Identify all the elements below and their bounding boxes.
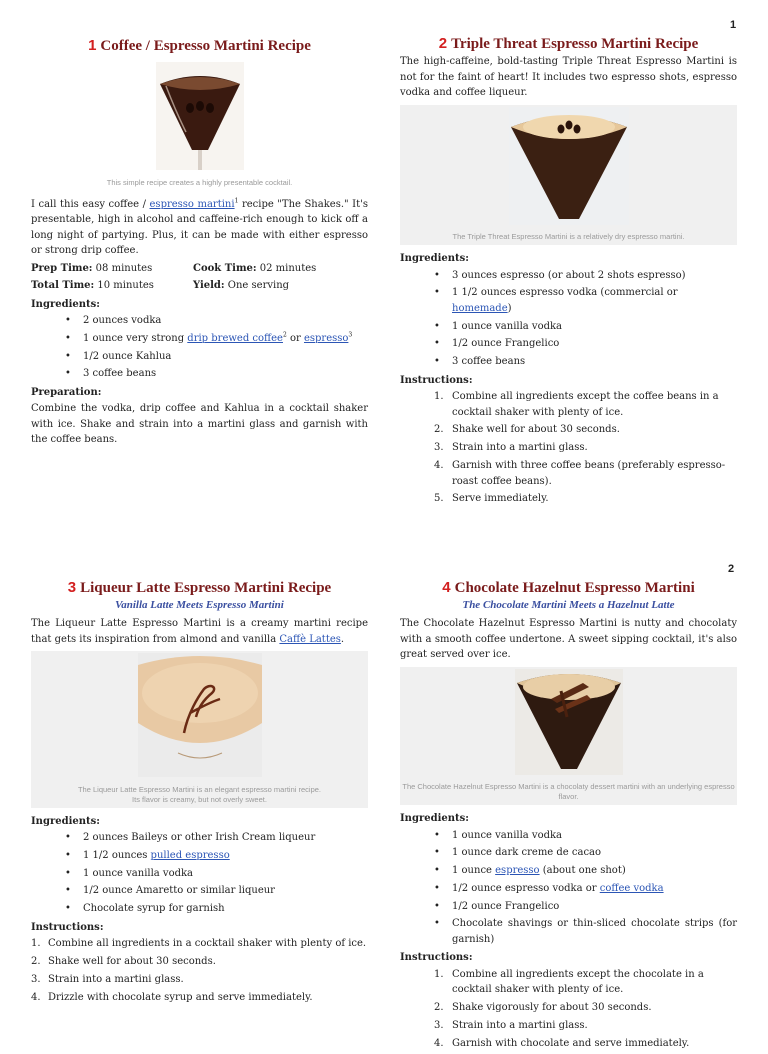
ingredients-heading: Ingredients: bbox=[31, 298, 100, 310]
instruction-step: 3. Strain into a martini glass. bbox=[31, 973, 184, 985]
step-text: Shake well for about 30 seconds. bbox=[452, 424, 620, 436]
ingredient-item: • 2 ounces Baileys or other Irish Cream liqueur bbox=[83, 830, 368, 846]
step-text: Combine all ingredients except the chocolate in a cocktail shaker with plenty of ice. bbox=[452, 968, 704, 996]
recipe-intro bbox=[31, 197, 368, 259]
recipe-title-text: Triple Threat Espresso Martini Recipe bbox=[451, 36, 699, 52]
ingredient-item bbox=[452, 285, 737, 316]
ingredient-item: • 1/2 ounce Frangelico bbox=[452, 899, 737, 915]
step-text: Shake vigorously for about 30 seconds. bbox=[452, 1002, 652, 1014]
espresso-link[interactable]: espresso bbox=[495, 865, 540, 877]
recipe-number: 4 bbox=[442, 579, 451, 596]
step-text: Garnish with chocolate and serve immediately. bbox=[452, 1037, 690, 1049]
ingredient-item: • 1 ounce vanilla vodka bbox=[83, 866, 368, 882]
ingredient-text: (about one shot) bbox=[539, 865, 626, 877]
cook-time-value: 02 minutes bbox=[256, 262, 317, 274]
recipe-number: 1 bbox=[88, 37, 97, 54]
instruction-step: 2. Shake vigorously for about 30 seconds. bbox=[434, 1002, 652, 1014]
chocolate-martini-photo bbox=[515, 669, 623, 775]
ingredient-item: • 1/2 ounce Kahlua bbox=[83, 349, 368, 365]
ingredients-list bbox=[400, 268, 737, 370]
ingredient-item: • Chocolate shavings or thin-sliced chocolate strips (for garnish) bbox=[452, 916, 737, 947]
cook-time-label: Cook Time: bbox=[193, 262, 257, 274]
instruction-step: 3. Strain into a martini glass. bbox=[434, 1020, 588, 1032]
ingredient-item bbox=[83, 848, 368, 864]
photo-caption: The Triple Threat Espresso Martini is a relatively dry espresso martini. bbox=[452, 232, 685, 241]
photo-caption: This simple recipe creates a highly presentable cocktail. bbox=[106, 177, 293, 187]
espresso-martini-photo bbox=[156, 62, 244, 170]
instruction-step: 3. Strain into a martini glass. bbox=[434, 442, 588, 454]
instruction-step: 4. Drizzle with chocolate syrup and serve immediately. bbox=[31, 991, 313, 1003]
instructions-list bbox=[31, 936, 368, 1005]
ingredient-text: 1 1/2 ounces bbox=[83, 849, 151, 861]
intro-text: The Liqueur Latte Espresso Martini is a creamy martini recipe that gets its inspiration from almond and vanilla bbox=[31, 618, 368, 645]
prep-time-value: 08 minutes bbox=[92, 262, 153, 274]
ingredients-heading: Ingredients: bbox=[400, 253, 469, 264]
ingredient-item: • 1 ounce dark creme de cacao bbox=[452, 845, 737, 861]
photo-caption: Its flavor is creamy, but not overly sweet. bbox=[132, 794, 267, 804]
latte-martini-photo bbox=[138, 653, 262, 777]
ingredient-text: 1 1/2 ounces espresso vodka (commercial or bbox=[452, 287, 678, 299]
recipe-photo-figure bbox=[400, 667, 737, 806]
instructions-heading: Instructions: bbox=[400, 374, 473, 386]
yield-value: One serving bbox=[224, 280, 290, 291]
step-text: Shake well for about 30 seconds. bbox=[48, 955, 216, 967]
espresso-martini-link[interactable]: espresso martini bbox=[149, 198, 235, 210]
espresso-martini-photo bbox=[509, 107, 629, 225]
homemade-link[interactable]: homemade bbox=[452, 302, 508, 314]
ingredient-item bbox=[452, 863, 737, 879]
instructions-heading: Instructions: bbox=[400, 952, 473, 964]
drip-coffee-link[interactable]: drip brewed coffee bbox=[187, 332, 283, 344]
ingredient-item bbox=[452, 881, 737, 897]
instruction-step: 4. Garnish with three coffee beans (preferably espresso-roast coffee beans). bbox=[434, 460, 726, 487]
ingredients-list bbox=[31, 313, 368, 382]
recipe-times bbox=[31, 261, 368, 277]
coffee-vodka-link[interactable]: coffee vodka bbox=[599, 882, 664, 894]
step-text: Combine all ingredients except the coffee beans in a cocktail shaker with plenty of ice. bbox=[452, 391, 719, 418]
step-text: Combine all ingredients in a cocktail shaker with plenty of ice. bbox=[48, 938, 367, 950]
ingredient-item: • 3 ounces espresso (or about 2 shots espresso) bbox=[452, 268, 737, 284]
step-text: Drizzle with chocolate syrup and serve immediately. bbox=[48, 991, 313, 1003]
recipe-4 bbox=[400, 578, 737, 1054]
recipe-photo-figure bbox=[31, 651, 368, 808]
step-text: Garnish with three coffee beans (preferably espresso-roast coffee beans). bbox=[452, 460, 726, 487]
recipe-intro bbox=[31, 616, 368, 647]
ingredient-item: • 3 coffee beans bbox=[83, 366, 368, 382]
instruction-step: 1. Combine all ingredients except the chocolate in a cocktail shaker with plenty of ice. bbox=[434, 968, 704, 996]
recipe-intro: The high-caffeine, bold-tasting Triple Threat Espresso Martini is not for the faint of heart! It includes two espresso shots, espresso vodka and coffee liqueur. bbox=[400, 56, 737, 98]
total-time-label: Total Time: bbox=[31, 280, 95, 291]
intro-text: . bbox=[340, 633, 345, 645]
ingredient-item bbox=[83, 331, 368, 347]
instruction-step: 1. Combine all ingredients except the coffee beans in a cocktail shaker with plenty of ice. bbox=[434, 391, 719, 418]
recipe-photo-figure bbox=[400, 105, 737, 246]
prep-time-label: Prep Time: bbox=[31, 262, 93, 274]
total-time-value: 10 minutes bbox=[94, 280, 154, 291]
footnote-ref: 1 bbox=[234, 197, 239, 205]
recipe-2 bbox=[400, 34, 737, 509]
photo-caption: The Chocolate Hazelnut Espresso Martini is a chocolaty dessert martini with an underlying espresso flavor. bbox=[402, 782, 735, 801]
footnote-ref: 2 bbox=[282, 331, 287, 339]
instructions-list bbox=[400, 967, 737, 1051]
page-number: 2 bbox=[728, 563, 735, 575]
caffe-lattes-link[interactable]: Caffè Lattes bbox=[279, 633, 341, 645]
photo-caption: The Liqueur Latte Espresso Martini is an elegant espresso martini recipe. bbox=[77, 784, 322, 794]
instructions-heading: Instructions: bbox=[31, 921, 104, 933]
ingredient-item: • 2 ounces vodka bbox=[83, 313, 368, 329]
pulled-espresso-link[interactable]: pulled espresso bbox=[150, 849, 230, 861]
instruction-step: 5. Serve immediately. bbox=[434, 493, 549, 505]
ingredients-heading: Ingredients: bbox=[400, 813, 469, 824]
yield-label: Yield: bbox=[193, 280, 225, 291]
ingredient-item: • 3 coffee beans bbox=[452, 354, 737, 370]
ingredient-item: • Chocolate syrup for garnish bbox=[83, 901, 368, 917]
recipe-title-text: Chocolate Hazelnut Espresso Martini bbox=[454, 580, 695, 596]
page-number: 1 bbox=[730, 19, 737, 31]
preparation-heading: Preparation: bbox=[31, 386, 102, 398]
ingredient-item: • 1/2 ounce Amaretto or similar liqueur bbox=[83, 883, 368, 899]
recipe-subtitle: The Chocolate Martini Meets a Hazelnut Latte bbox=[462, 599, 675, 611]
intro-text: I call this easy coffee / bbox=[31, 198, 150, 210]
preparation-text: Combine the vodka, drip coffee and Kahlua in a cocktail shaker with ice. Shake and strain into a martini glass and garnish with the coffee beans. bbox=[31, 403, 368, 446]
recipe-subtitle: Vanilla Latte Meets Espresso Martini bbox=[115, 599, 284, 611]
ingredients-list bbox=[400, 828, 737, 948]
recipe-title bbox=[31, 36, 368, 56]
ingredient-text: ) bbox=[507, 302, 512, 314]
intro-text: recipe "The Shakes." It's presentable, high in alcohol and caffeine-rich enough to kick off a long night of partying. Plus, it can be made with either espresso or strong drip coffee. bbox=[31, 198, 368, 256]
recipe-title bbox=[400, 578, 737, 598]
step-text: Serve immediately. bbox=[452, 493, 549, 505]
recipe-intro: The Chocolate Hazelnut Espresso Martini is nutty and chocolaty with a smooth coffee undertone. A sweet sipping cocktail, it's also great served over ice. bbox=[400, 618, 737, 660]
recipe-1 bbox=[31, 36, 368, 448]
ingredient-text: or bbox=[286, 332, 304, 344]
ingredient-text: 1/2 ounce espresso vodka or bbox=[452, 882, 600, 894]
recipe-3 bbox=[31, 578, 368, 1007]
instruction-step: 4. Garnish with chocolate and serve immediately. bbox=[434, 1037, 690, 1049]
ingredients-heading: Ingredients: bbox=[31, 815, 100, 827]
recipe-number: 3 bbox=[67, 579, 77, 596]
ingredient-item: • 1/2 ounce Frangelico bbox=[452, 336, 737, 352]
ingredients-list bbox=[31, 830, 368, 917]
recipe-title-text: Liqueur Latte Espresso Martini Recipe bbox=[80, 580, 332, 596]
espresso-link[interactable]: espresso bbox=[303, 332, 349, 344]
recipe-title bbox=[31, 578, 368, 598]
instruction-step: 2. Shake well for about 30 seconds. bbox=[434, 424, 620, 436]
step-text: Strain into a martini glass. bbox=[452, 1020, 588, 1032]
ingredient-text: 1 ounce very strong bbox=[83, 332, 188, 344]
ingredient-item: • 1 ounce vanilla vodka bbox=[452, 319, 737, 335]
recipe-number: 2 bbox=[438, 35, 448, 52]
step-text: Strain into a martini glass. bbox=[48, 973, 184, 985]
instructions-list bbox=[400, 389, 737, 507]
instruction-step: 1. Combine all ingredients in a cocktail shaker with plenty of ice. bbox=[31, 938, 367, 950]
ingredient-item: • 1 ounce vanilla vodka bbox=[452, 828, 737, 844]
recipe-title-text: Coffee / Espresso Martini Recipe bbox=[100, 38, 311, 54]
instruction-step: 2. Shake well for about 30 seconds. bbox=[31, 955, 216, 967]
recipe-photo-figure bbox=[31, 60, 368, 191]
ingredient-text: 1 ounce bbox=[452, 865, 496, 877]
step-text: Strain into a martini glass. bbox=[452, 442, 588, 454]
recipe-yield bbox=[31, 278, 368, 294]
footnote-ref: 3 bbox=[348, 331, 353, 339]
recipe-title bbox=[400, 34, 737, 54]
